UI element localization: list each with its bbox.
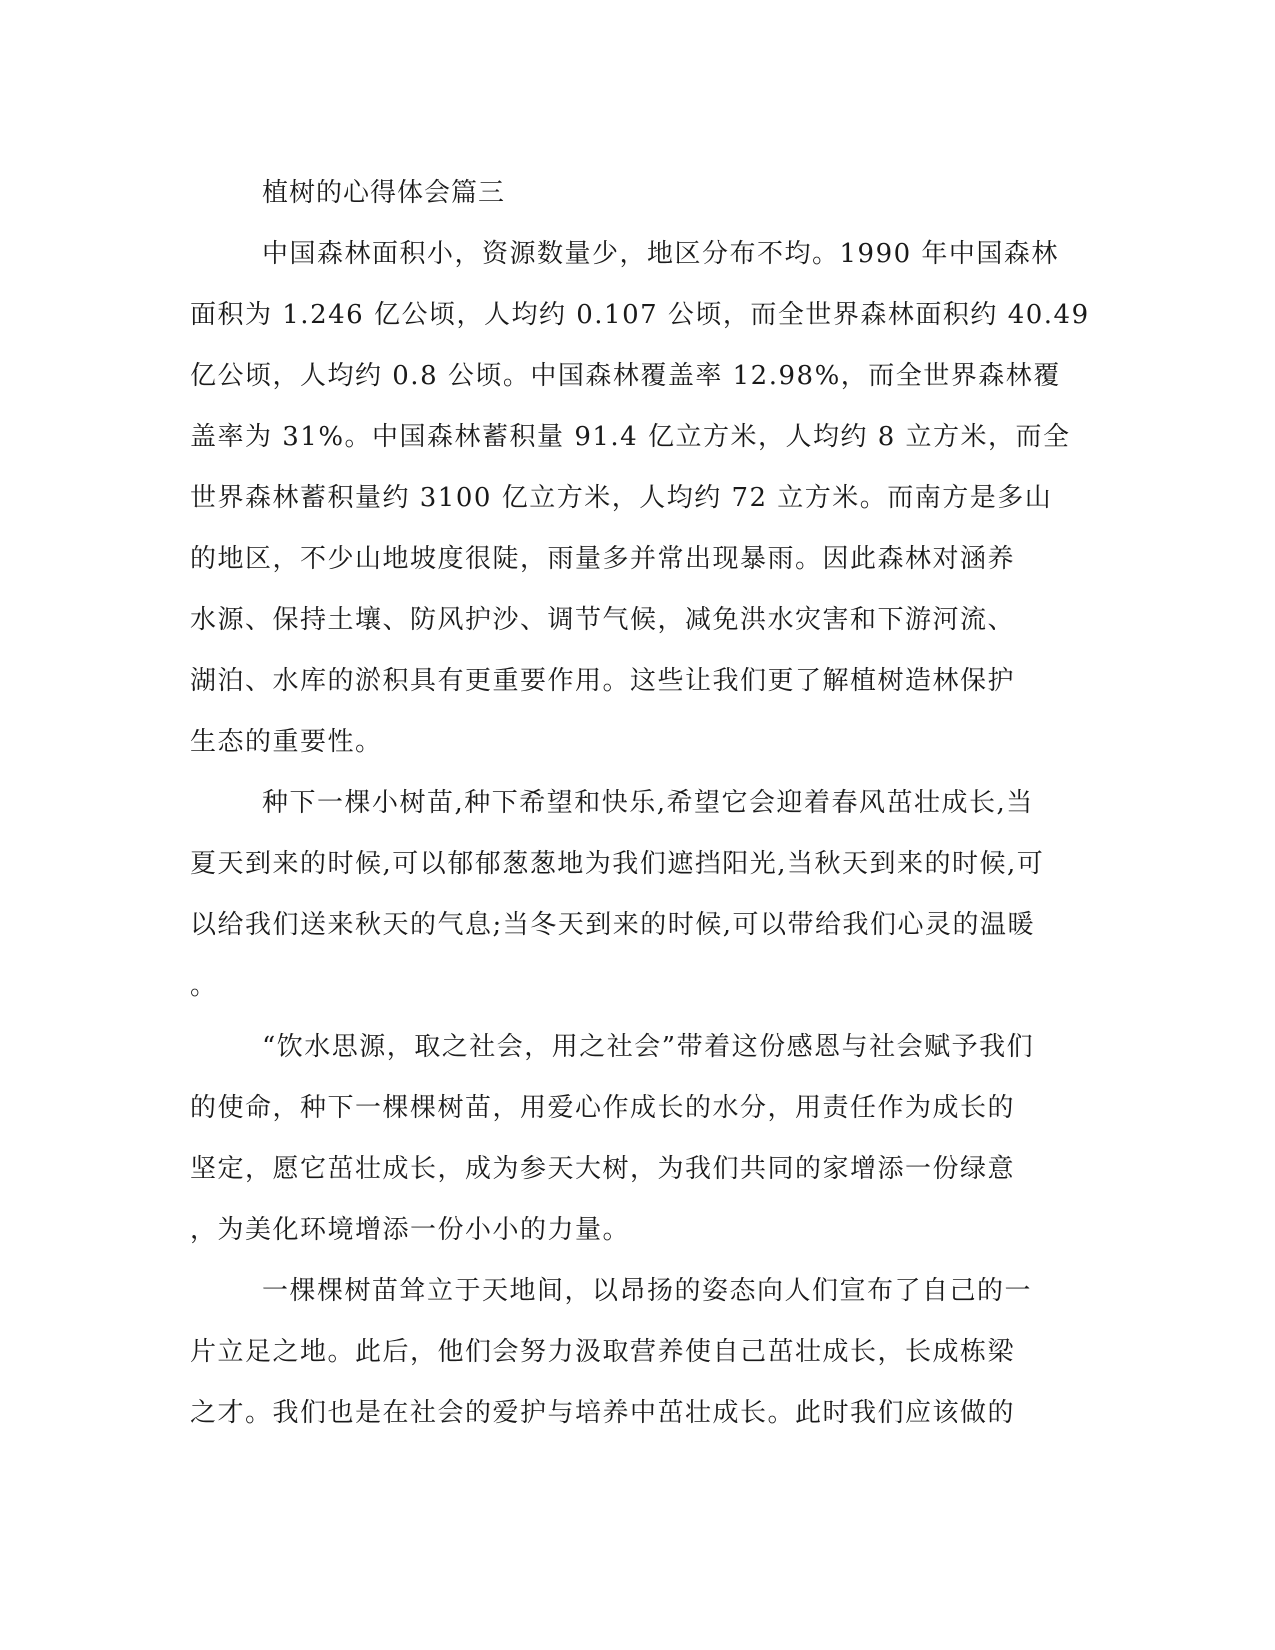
- paragraph-forest-statistics: [190, 224, 1090, 773]
- paragraph-line: 生态的重要性。: [190, 727, 383, 757]
- paragraph-line: ，为美化环境增添一份小小的力量。: [190, 1215, 631, 1245]
- paragraph-line: 片立足之地。此后，他们会努力汲取营养使自己茁壮成长，长成栋梁: [190, 1337, 1016, 1367]
- paragraph-line: 面积为 1.246 亿公顷，人均约 0.107 公顷，而全世界森林面积约 40.49: [190, 300, 1090, 330]
- paragraph-growth: [190, 1261, 1075, 1444]
- paragraph-line: 中国森林面积小，资源数量少，地区分布不均。1990 年中国森林: [262, 239, 1059, 269]
- paragraph-line: 亿公顷，人均约 0.8 公顷。中国森林覆盖率 12.98%，而全世界森林覆: [190, 361, 1061, 391]
- paragraph-seedling-hope: [190, 773, 1075, 1017]
- paragraph-line: 坚定，愿它茁壮成长，成为参天大树，为我们共同的家增添一份绿意: [190, 1154, 1016, 1184]
- paragraph-line: 种下一棵小树苗,种下希望和快乐,希望它会迎着春风茁壮成长,当: [262, 788, 1034, 818]
- paragraph-line: 夏天到来的时候,可以郁郁葱葱地为我们遮挡阳光,当秋天到来的时候,可: [190, 849, 1045, 879]
- paragraph-line: 。: [190, 971, 218, 1001]
- paragraph-line: 的使命，种下一棵棵树苗，用爱心作成长的水分，用责任作为成长的: [190, 1093, 1016, 1123]
- paragraph-line: 盖率为 31%。中国森林蓄积量 91.4 亿立方米，人均约 8 立方米，而全: [190, 422, 1071, 452]
- document-body: [190, 163, 1090, 1444]
- paragraph-line: “饮水思源，取之社会，用之社会”带着这份感恩与社会赋予我们: [262, 1032, 1035, 1062]
- paragraph-line: 世界森林蓄积量约 3100 亿立方米，人均约 72 立方米。而南方是多山: [190, 483, 1053, 513]
- paragraph-line: 之才。我们也是在社会的爱护与培养中茁壮成长。此时我们应该做的: [190, 1398, 1016, 1428]
- paragraph-line: 的地区，不少山地坡度很陡，雨量多并常出现暴雨。因此森林对涵养: [190, 544, 1016, 574]
- paragraph-line: 以给我们送来秋天的气息;当冬天到来的时候,可以带给我们心灵的温暖: [190, 910, 1036, 940]
- document-title: 植树的心得体会篇三: [262, 178, 506, 208]
- paragraph-line: 一棵棵树苗耸立于天地间，以昂扬的姿态向人们宣布了自己的一: [262, 1276, 1033, 1306]
- paragraph-line: 水源、保持土壤、防风护沙、调节气候，减免洪水灾害和下游河流、: [190, 605, 1016, 635]
- paragraph-gratitude: [190, 1017, 1075, 1261]
- paragraph-line: 湖泊、水库的淤积具有更重要作用。这些让我们更了解植树造林保护: [190, 666, 1016, 696]
